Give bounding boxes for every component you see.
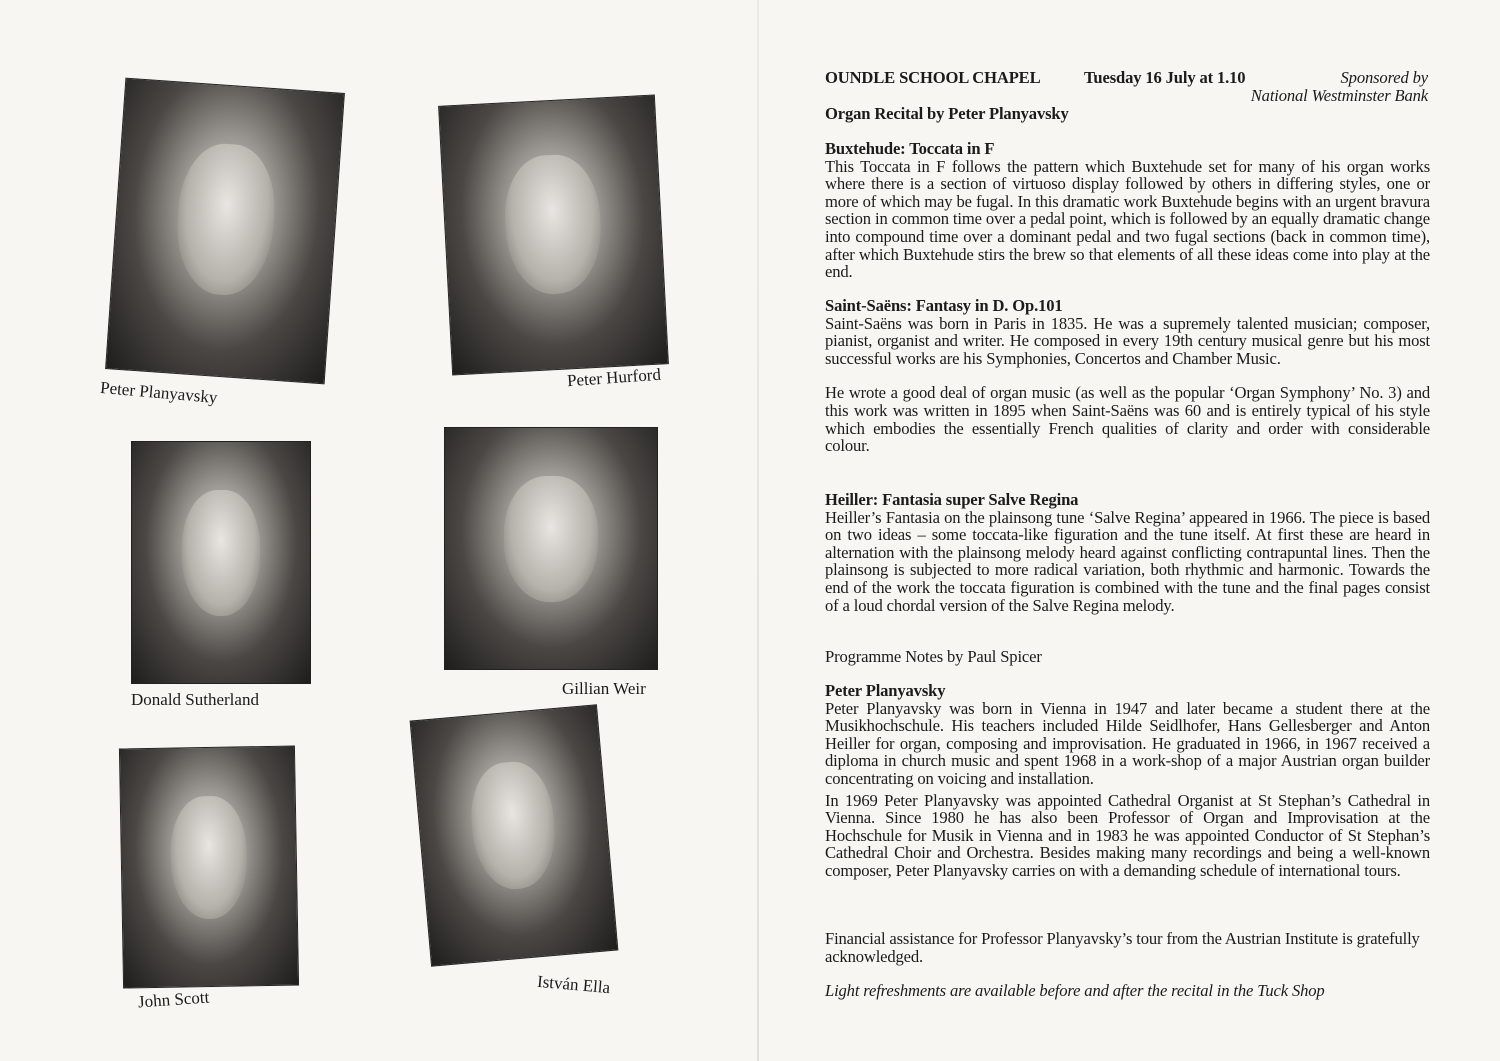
piece-notes: This Toccata in F follows the pattern which Buxtehude set for many of his organ works where there is a section of virtuoso display followed by others in differing styles, one or more of which may be fugal. In this dramatic work Buxtehude begins with an urgent bravura section in common time over a pedal point, which is followed by an equally dramatic change into compound time over a dominant pedal and two fugal sections (back in common time), after which Buxtehude stirs the brew so that elements of all these ideas come into play at the end. xyxy=(825,156,1430,282)
page-fold xyxy=(757,0,759,1061)
photo-peter-hurford xyxy=(438,95,669,376)
programme-header xyxy=(825,69,1430,87)
caption-donald-sutherland: Donald Sutherland xyxy=(131,690,259,709)
sponsor-line-1: Sponsored by xyxy=(1340,68,1428,87)
caption-peter-planyavsky: Peter Planyavsky xyxy=(99,377,219,408)
photo-john-scott xyxy=(119,745,299,988)
piece-saint-saens xyxy=(825,297,1430,455)
photo-donald-sutherland xyxy=(131,441,311,684)
refreshments-note: Light refreshments are available before and after the recital in the Tuck Shop xyxy=(825,981,1325,1000)
piece-notes: Saint-Saëns was born in Paris in 1835. He was a supremely talented musician; composer, pianist, organist and writer. He composed in every 19th century musical genre but his most successful works are his Symphonies, Concertos and Chamber Music. xyxy=(825,313,1430,368)
caption-john-scott: John Scott xyxy=(137,987,210,1012)
piece-buxtehude xyxy=(825,140,1430,281)
piece-heading: Heiller: Fantasia super Salve Regina xyxy=(825,490,1079,509)
caption-istvan-ella: István Ella xyxy=(536,971,611,998)
sponsor-line-2: National Westminster Bank xyxy=(1250,86,1428,105)
piece-heiller xyxy=(825,491,1430,614)
caption-gillian-weir: Gillian Weir xyxy=(562,679,646,698)
date-time: Tuesday 16 July at 1.10 xyxy=(1084,68,1246,87)
biography xyxy=(825,682,1430,880)
recital-title: Organ Recital by Peter Planyavsky xyxy=(825,104,1069,123)
piece-notes: Heiller’s Fantasia on the plainsong tune ‘Salve Regina’ appeared in 1966. The piece is based on two ideas – some toccata-like figuration and the tune itself. At first these are heard in alternation with the plainsong melody heard against conflicting contrapuntal lines. Then the plainsong is subjected to more radical variation, both rhythmic and harmonic. Towards the end of the work the toccata figuration is combined with the tune and the final pages consist of a loud chordal version of the Salve Regina melody. xyxy=(825,507,1430,615)
photo-istvan-ella xyxy=(410,704,619,966)
piece-notes: He wrote a good deal of organ music (as well as the popular ‘Organ Symphony’ No. 3) and this work was written in 1895 when Saint-Saëns was 60 and is entirely typical of his style which embodies the essentially French qualities of clarity and order with considerable colour. xyxy=(825,383,1430,456)
bio-paragraph: Peter Planyavsky was born in Vienna in 1947 and later became a student there at the Musikhochschule. His teachers included Hilde Seidlhofer, Hans Gellesberger and Anton Heiller for organ, composing and improvisation. He graduated in 1966, in 1967 received a diploma in church music and spent 1968 in a work-shop of a major Austrian organ builder concentrating on voicing and installation. xyxy=(825,698,1430,788)
piece-heading: Saint-Saëns: Fantasy in D. Op.101 xyxy=(825,296,1063,315)
bio-paragraph: In 1969 Peter Planyavsky was appointed Cathedral Organist at St Stephan’s Cathedral in Vienna. Since 1980 he has also been Professor of Organ and Improvisation at the Hochschule for Musik in Vienna and in 1983 he was appointed Conductor of St Stephan’s Cathedral Choir and Orchestra. Besides making many recordings and being a well-known composer, Peter Planyavsky carries on with a demanding schedule of international tours. xyxy=(825,790,1430,880)
photo-peter-planyavsky xyxy=(105,78,345,385)
notes-credit: Programme Notes by Paul Spicer xyxy=(825,647,1042,666)
photo-gillian-weir xyxy=(444,427,658,670)
acknowledgement: Financial assistance for Professor Planyavsky’s tour from the Austrian Institute is gratefully acknowledged. xyxy=(825,929,1420,966)
venue: OUNDLE SCHOOL CHAPEL xyxy=(825,68,1041,87)
bio-heading: Peter Planyavsky xyxy=(825,681,946,700)
caption-peter-hurford: Peter Hurford xyxy=(566,364,662,391)
piece-heading: Buxtehude: Toccata in F xyxy=(825,139,995,158)
